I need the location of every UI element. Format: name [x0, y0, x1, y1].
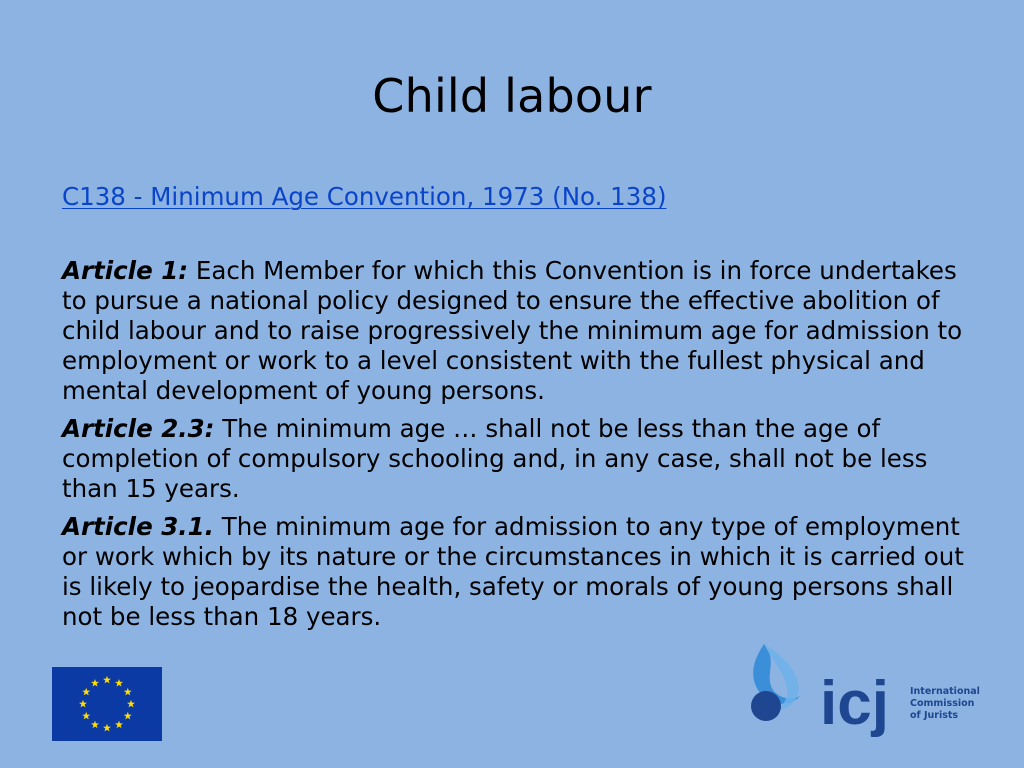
article-2-3-label: Article 2.3: — [62, 414, 215, 443]
eu-star-icon — [91, 679, 99, 687]
icj-wordmark: icj — [820, 669, 889, 738]
article-1 — [62, 256, 972, 406]
slide-title: Child labour — [372, 69, 652, 123]
eu-star-icon — [82, 712, 90, 720]
eu-star-icon — [82, 688, 90, 696]
eu-flag-stars — [52, 667, 162, 741]
article-3-1-label: Article 3.1. — [62, 512, 214, 541]
article-3-1-text: The minimum age for admission to any type of employment or work which by its nature or the circumstances in which it is carried out is likely to jeopardise the health, safety or morals of young persons shall not be less than 18 years. — [62, 512, 964, 631]
article-1-text: Each Member for which this Convention is in force undertakes to pursue a national policy designed to ensure the effective abolition of child labour and to raise progressively the minimum age for admission to employment or work to a level consistent with the fullest physical and mental development of young persons. — [62, 256, 963, 405]
eu-flag-icon — [52, 667, 162, 741]
eu-star-icon — [127, 700, 135, 708]
eu-star-icon — [115, 679, 123, 687]
convention-link[interactable]: C138 - Minimum Age Convention, 1973 (No. 138) — [62, 182, 667, 211]
eu-star-icon — [124, 688, 132, 696]
article-2-3 — [62, 414, 972, 504]
article-2-3-text: The minimum age … shall not be less than the age of completion of compulsory schooling and, in any case, shall not be less than 15 years. — [62, 414, 928, 503]
icj-org-name: International Commission of Jurists — [910, 686, 980, 721]
article-1-label: Article 1: — [62, 256, 189, 285]
eu-star-icon — [79, 700, 87, 708]
articles-body — [62, 256, 972, 640]
eu-star-icon — [103, 724, 111, 732]
eu-star-icon — [91, 721, 99, 729]
eu-star-icon — [115, 721, 123, 729]
article-3-1 — [62, 512, 972, 632]
eu-star-icon — [124, 712, 132, 720]
eu-star-icon — [103, 676, 111, 684]
